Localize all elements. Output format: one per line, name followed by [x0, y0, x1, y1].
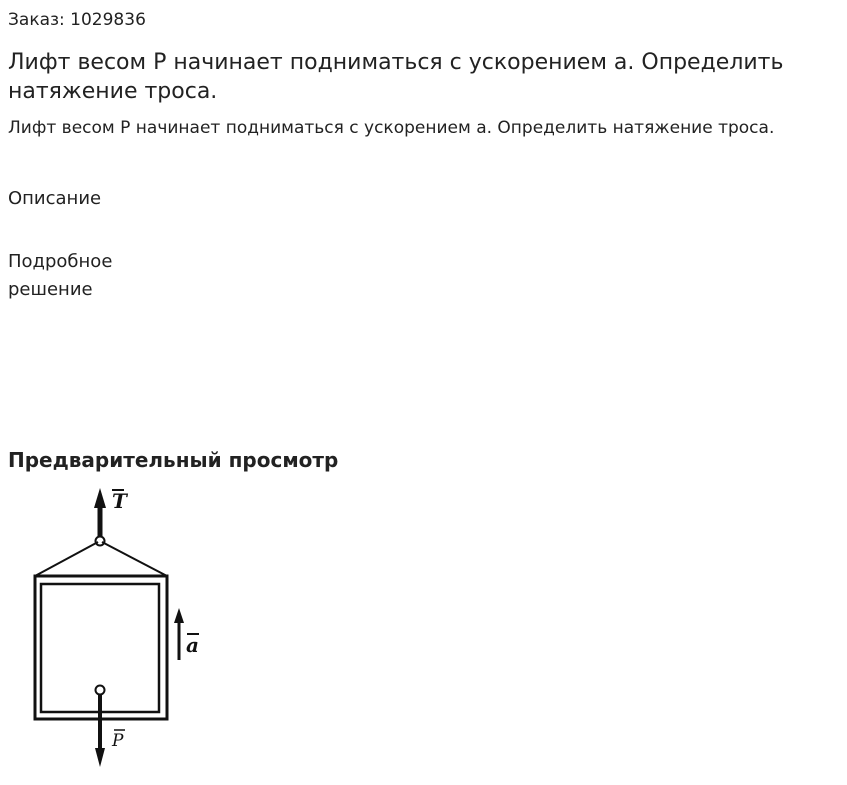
description-label: Описание [8, 188, 102, 209]
acceleration-label: a [186, 633, 199, 657]
center-of-mass-point [96, 686, 105, 695]
elevator-diagram [20, 480, 220, 775]
tension-arrowhead [94, 488, 106, 508]
suspension-point [96, 537, 105, 546]
tension-label: T [112, 489, 127, 513]
detailed-solution-label: Подробное решение [8, 251, 113, 300]
preview-title: Предварительный просмотр [8, 448, 339, 472]
weight-arrowhead [95, 748, 105, 767]
order-number: Заказ: 1029836 [8, 10, 146, 30]
page-title: Лифт весом P начинает подниматься с ускорением a. Определить натяжение троса. [8, 50, 784, 104]
sling-right [102, 542, 167, 576]
weight-label: P [112, 731, 124, 751]
preview-figure [20, 480, 220, 775]
problem-description: Лифт весом P начинает подниматься с ускорением a. Определить натяжение троса. [8, 118, 775, 138]
sling-left [35, 542, 98, 576]
acceleration-arrowhead [174, 608, 184, 623]
